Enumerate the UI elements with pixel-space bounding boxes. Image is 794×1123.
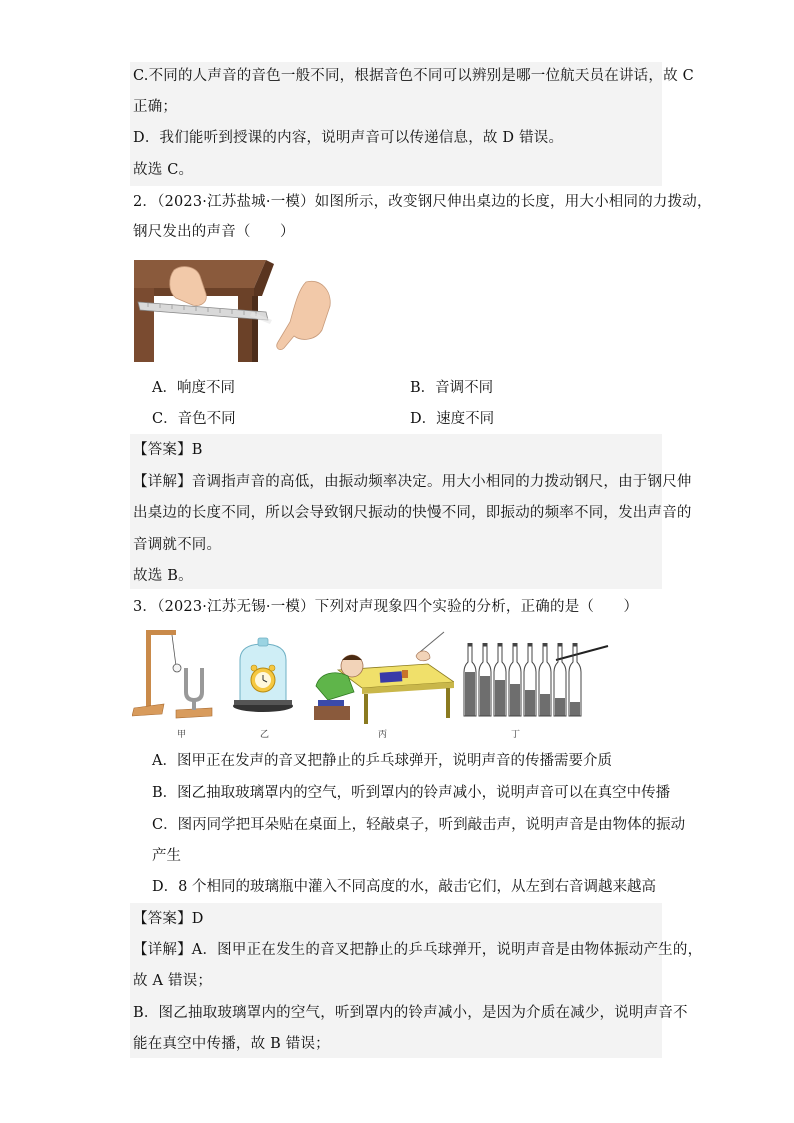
q3-option-d: D．8 个相同的玻璃瓶中灌入不同高度的水，敲击它们，从左到右音调越来越高	[152, 879, 656, 895]
q3-option-a: A．图甲正在发声的音叉把静止的乒乓球弹开，说明声音的传播需要介质	[152, 753, 612, 769]
q3-answer: 【答案】D	[133, 911, 204, 927]
q3-option-c-cont: 产生	[152, 848, 181, 864]
q2-detail-line1: 【详解】音调指声音的高低，由振动频率决定。用大小相同的力拨动钢尺，由于钢尺伸	[133, 474, 692, 490]
q3-option-b: B．图乙抽取玻璃罩内的空气，听到罩内的铃声减小，说明声音可以在真空中传播	[152, 785, 671, 801]
q2-stem-line2: 钢尺发出的声音（ ）	[133, 224, 295, 240]
prev-option-d: D．我们能听到授课的内容，说明声音可以传递信息，故 D 错误。	[133, 130, 564, 146]
q2-option-c: C．音色不同	[152, 411, 236, 427]
q2-choose: 故选 B。	[133, 568, 193, 584]
glass-bottle	[479, 643, 491, 716]
glass-bottles-figure	[460, 640, 610, 720]
glass-bottle	[554, 643, 566, 716]
caption-jia: 甲	[177, 730, 187, 740]
q2-option-a: A．响度不同	[152, 380, 235, 396]
q2-option-d: D．速度不同	[410, 411, 495, 427]
caption-bing: 丙	[378, 730, 388, 740]
glass-bottle	[539, 643, 551, 716]
bell-jar-figure	[232, 636, 294, 716]
q3-detail-line4: 能在真空中传播，故 B 错误；	[133, 1036, 330, 1052]
q3-detail-line2: 故 A 错误；	[133, 973, 213, 989]
glass-bottle	[494, 643, 506, 716]
q3-detail-line3: B．图乙抽取玻璃罩内的空气，听到罩内的铃声减小，是因为介质在减少，说明声音不	[133, 1005, 688, 1021]
caption-yi: 乙	[260, 730, 270, 740]
glass-bottle	[509, 643, 521, 716]
q2-detail-line2: 出桌边的长度不同，所以会导致钢尺振动的快慢不同，即振动的频率不同，发出声音的	[133, 505, 692, 521]
glass-bottle	[524, 643, 536, 716]
ruler-table-figure	[134, 260, 334, 362]
tuning-fork-figure	[132, 628, 216, 720]
glass-bottle	[464, 643, 476, 716]
q2-answer: 【答案】B	[133, 442, 203, 458]
q2-detail-line3: 音调就不同。	[133, 537, 222, 553]
q3-stem: 3．（2023·江苏无锡·一模）下列对声现象四个实验的分析，正确的是（ ）	[133, 599, 639, 615]
q2-option-b: B．音调不同	[410, 380, 494, 396]
caption-ding: 丁	[511, 730, 521, 740]
q3-option-c: C．图丙同学把耳朵贴在桌面上，轻敲桌子，听到敲击声，说明声音是由物体的振动	[152, 817, 686, 833]
desk-student-figure	[308, 630, 454, 724]
q2-stem-line1: 2．（2023·江苏盐城·一模）如图所示，改变钢尺伸出桌边的长度，用大小相同的力拨动，	[133, 194, 712, 210]
prev-option-c-line1: C.不同的人声音的音色一般不同，根据音色不同可以辨别是哪一位航天员在讲话，故 C	[133, 68, 694, 84]
prev-option-c-line2: 正确；	[133, 99, 178, 115]
prev-choose: 故选 C。	[133, 162, 194, 178]
q3-detail-line1: 【详解】A．图甲正在发生的音叉把静止的乒乓球弹开，说明声音是由物体振动产生的，	[133, 942, 703, 958]
